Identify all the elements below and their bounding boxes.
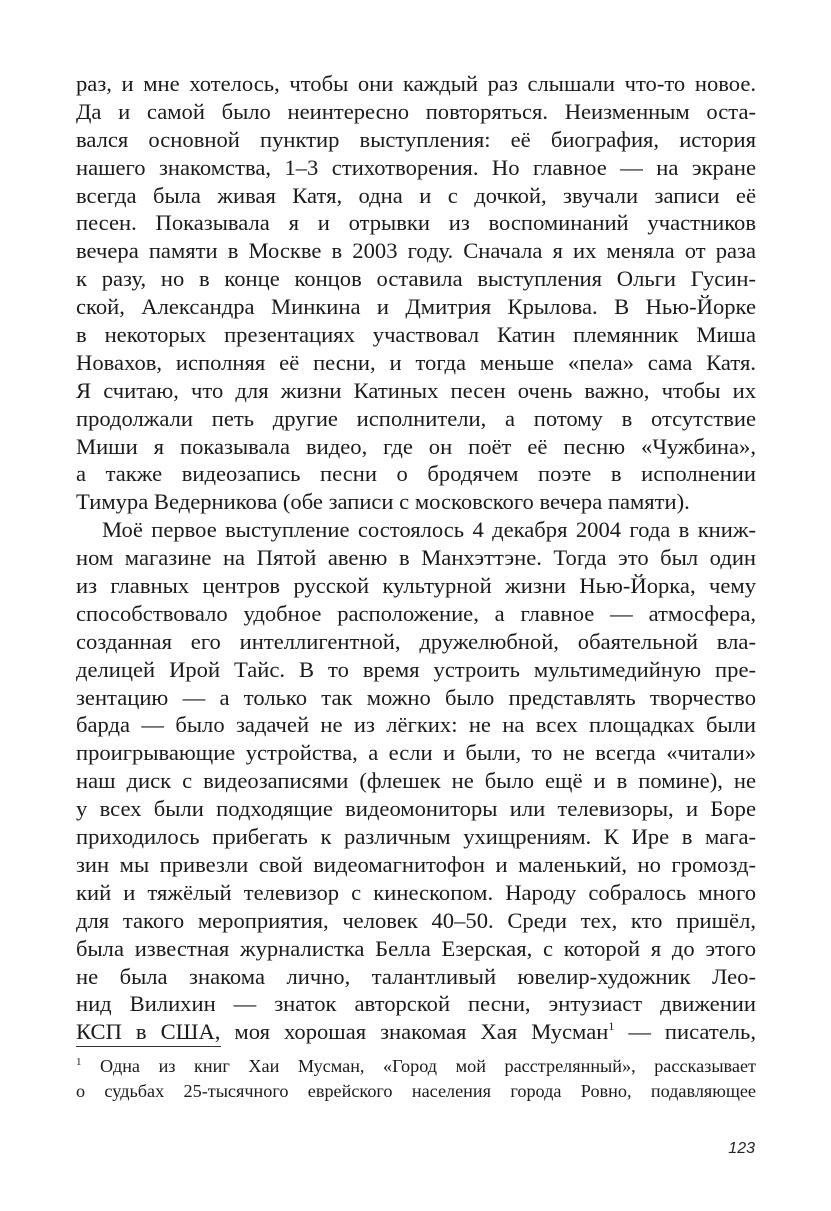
text-line: вался основной пунктир выступления: её биография, история — [76, 126, 756, 152]
text-line: Я считаю, что для жизни Катиных песен очень важно, чтобы их — [76, 377, 756, 403]
text-line: нид Вилихин — знаток авторской песни, энтузиаст движении — [76, 991, 756, 1017]
text-line: вечера памяти в Москве в 2003 году. Сначала я их меняла от раза — [76, 238, 756, 264]
paragraph-end-line: Тимура Ведерникова (обе записи с московского вечера памяти). — [76, 489, 690, 515]
page-number: 123 — [728, 1140, 755, 1157]
page-body-text — [76, 70, 756, 1046]
text-line: у всех были подходящие видеомониторы или телевизоры, и Боре — [76, 796, 756, 822]
text-line: Новахов, исполняя её песни, и тогда меньше «пела» сама Катя. — [76, 349, 756, 375]
footnote-reference: 1 — [608, 1019, 615, 1034]
footnote-text: Одна из книг Хаи Мусман, «Город мой расстрелянный», рассказывает — [81, 1056, 756, 1076]
text-segment: КСП в США, моя хорошая знакомая Хая Мусман — [76, 1019, 609, 1045]
text-line: наш диск с видеозаписями (флешек не было ещё и в помине), не — [76, 768, 756, 794]
text-line: а также видеозапись песни о бродячем поэте в исполнении — [76, 461, 756, 487]
text-line: Миши я показывала видео, где он поёт её песню «Чужбина», — [76, 433, 756, 459]
footnote-separator — [76, 1046, 221, 1047]
text-line: из главных центров русской культурной жизни Нью-Йорка, чему — [76, 573, 756, 599]
text-line: проигрывающие устройства, а если и были, то не всегда «читали» — [76, 740, 756, 766]
text-line: созданная его интеллигентной, дружелюбной, обаятельной вла- — [76, 628, 756, 654]
text-line: приходилось прибегать к различным ухищрениям. К Ире в мага- — [76, 824, 756, 850]
text-line: зин мы привезли свой видеомагнитофон и маленький, но громозд- — [76, 851, 756, 877]
text-line: нашего знакомства, 1–3 стихотворения. Но главное — на экране — [76, 154, 756, 180]
text-line-with-footnote-ref — [76, 1018, 756, 1046]
text-line: ской, Александра Минкина и Дмитрия Крылова. В Нью-Йорке — [76, 294, 756, 320]
text-line: к разу, но в конце концов оставила выступления Ольги Гусин- — [76, 266, 756, 292]
text-line: Да и самой было неинтересно повторяться. Неизменным оста- — [76, 98, 756, 124]
text-line: кий и тяжёлый телевизор с кинескопом. Народу собралось много — [76, 879, 756, 905]
text-line: продолжали петь другие исполнители, а потому в отсутствие — [76, 405, 756, 431]
text-line: не была знакома лично, талантливый ювелир-художник Лео- — [76, 963, 756, 989]
text-line: ном магазине на Пятой авеню в Манхэттэне. Тогда это был один — [76, 545, 756, 571]
text-line: всегда была живая Катя, одна и с дочкой, звучали записи её — [76, 182, 756, 208]
text-line: делицей Ирой Тайс. В то время устроить мультимедийную пре- — [76, 656, 756, 682]
text-line: для такого мероприятия, человек 40–50. Среди тех, кто пришёл, — [76, 907, 756, 933]
footnote-line — [76, 1054, 756, 1079]
text-line: барда — было задачей не из лёгких: не на всех площадках были — [76, 712, 756, 738]
footnote-marker: 1 — [76, 1056, 82, 1068]
paragraph-start-line: Моё первое выступление состоялось 4 декабря 2004 года в книж- — [102, 517, 756, 543]
text-line: способствовало удобное расположение, а главное — атмосфера, — [76, 600, 756, 626]
footnote-line: о судьбах 25-тысячного еврейского населения города Ровно, подавляющее — [76, 1081, 756, 1101]
footnote — [76, 1054, 756, 1104]
text-segment: — писатель, — [614, 1019, 756, 1045]
text-line: зентацию — а только так можно было представлять творчество — [76, 684, 756, 710]
text-line: была известная журналистка Белла Езерская, с которой я до этого — [76, 935, 756, 961]
text-line: раз, и мне хотелось, чтобы они каждый раз слышали что-то новое. — [76, 71, 756, 96]
text-line: в некоторых презентациях участвовал Катин племянник Миша — [76, 322, 756, 348]
text-line: песен. Показывала я и отрывки из воспоминаний участников — [76, 210, 756, 236]
